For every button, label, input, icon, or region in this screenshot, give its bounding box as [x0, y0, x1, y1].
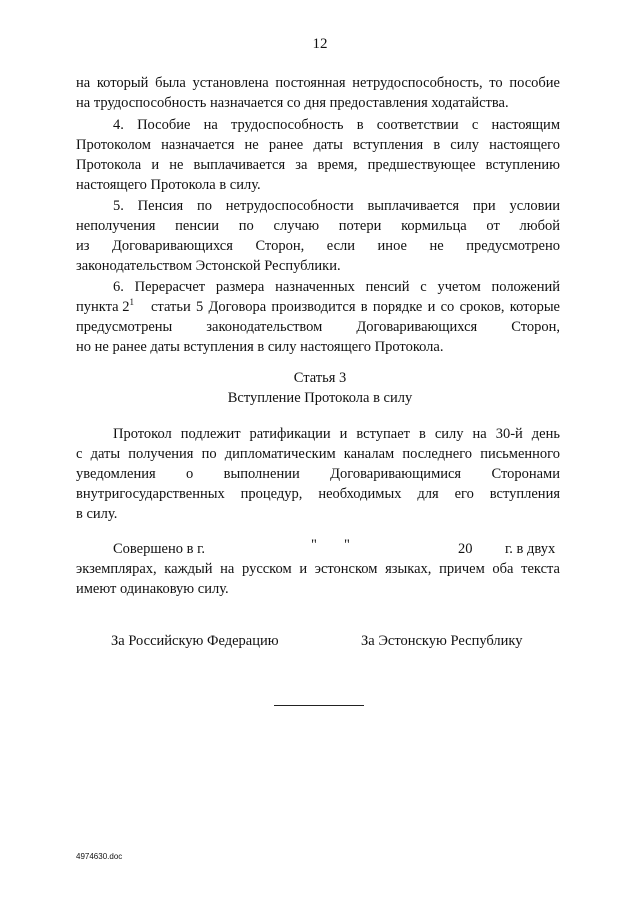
text-line: экземплярах, каждый на русском и эстонском языках, причем оба текста [76, 561, 560, 577]
document-code: 4974630.doc [76, 852, 123, 861]
text-line: на который была установлена постоянная нетрудоспособность, то пособие [76, 75, 560, 91]
signature-estonia: За Эстонскую Республику [361, 633, 523, 649]
date-quote-close: " [344, 537, 350, 553]
text-line: но не ранее даты вступления в силу настоящего Протокола. [76, 339, 444, 355]
text-line: неполучения пенсии по случаю потери кормильца от любой [76, 218, 560, 234]
article-title: Вступление Протокола в силу [227, 390, 413, 406]
text-line: настоящего Протокола в силу. [76, 177, 261, 193]
text-line: уведомления о выполнении Договаривающимися Сторонами [76, 466, 560, 482]
text-line: Протоколом назначается не ранее даты вступления в силу настоящего [76, 137, 560, 153]
done-prefix: Совершено в г. [113, 541, 206, 557]
page-number: 12 [312, 36, 328, 52]
point-prefix: пункта 2 [76, 299, 130, 315]
text-line: внутригосударственных процедур, необходимых для его вступления [76, 486, 560, 502]
text-line: в силу. [76, 506, 118, 522]
done-suffix: г. в двух [505, 541, 556, 557]
point-superscript: 1 [129, 297, 134, 308]
text-line: Протокола и не выплачивается за время, предшествующее вступлению [76, 157, 560, 173]
date-year: 20 [458, 541, 473, 557]
article-number: Статья 3 [293, 370, 347, 386]
text-line: 4. Пособие на трудоспособность в соответствии с настоящим [113, 117, 560, 133]
text-line: статьи 5 Договора производится в порядке и со сроков, которые [151, 299, 560, 315]
text-line: 6. Перерасчет размера назначенных пенсий с учетом положений [113, 279, 560, 295]
footer-rule [274, 705, 364, 706]
text-line: законодательством Эстонской Республики. [76, 258, 341, 274]
text-line: из Договаривающихся Сторон, если иное не предусмотрено [76, 238, 560, 254]
text-line: 5. Пенсия по нетрудоспособности выплачивается при условии [113, 198, 560, 214]
text-line: Протокол подлежит ратификации и вступает в силу на 30-й день [113, 426, 560, 442]
text-line: предусмотрены законодательством Договаривающихся Сторон, [76, 319, 560, 335]
text-line: на трудоспособность назначается со дня предоставления ходатайства. [76, 95, 509, 111]
text-line: имеют одинаковую силу. [76, 581, 229, 597]
text-line: с даты получения по дипломатическим каналам последнего письменного [76, 446, 560, 462]
point-reference [76, 297, 134, 317]
date-quote-open: " [311, 537, 317, 553]
signature-russia: За Российскую Федерацию [111, 633, 279, 649]
